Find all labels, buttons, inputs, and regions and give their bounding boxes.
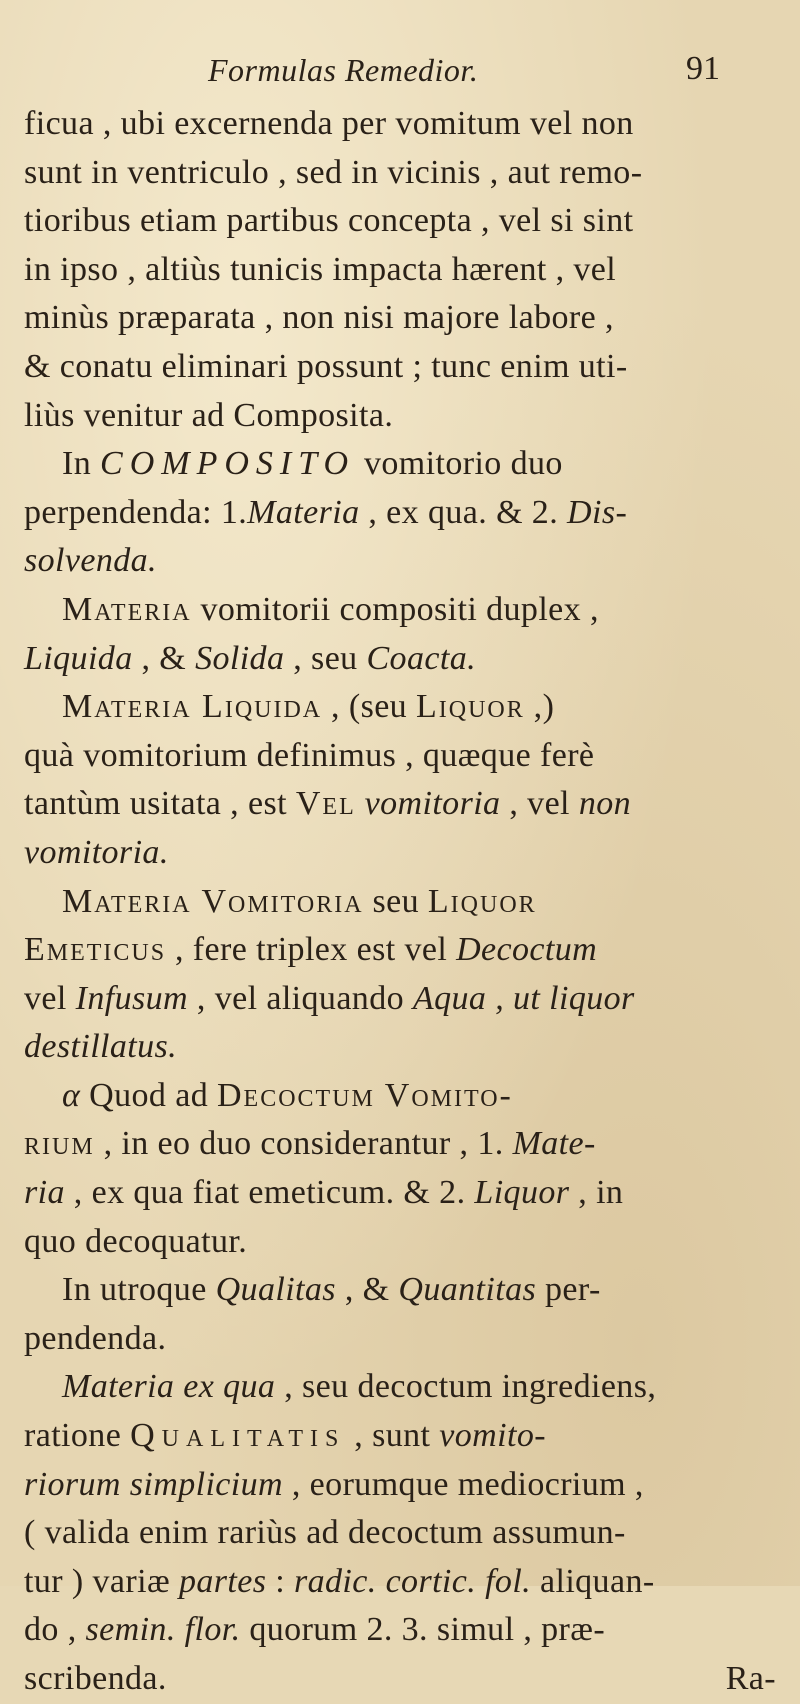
text-segment: seu xyxy=(363,882,428,920)
text-line xyxy=(24,975,784,1024)
text-line xyxy=(24,683,784,732)
text-segment: : xyxy=(266,1562,294,1600)
text-segment: , ex qua. & 2. xyxy=(359,493,568,531)
text-segment: , vel aliquando xyxy=(188,979,413,1017)
text-segment: Materia Liquida xyxy=(62,688,323,726)
text-segment: Liquor xyxy=(416,688,525,726)
text-segment: liùs venitur ad Composita. xyxy=(24,396,394,434)
text-segment: vomitoria. xyxy=(24,833,169,871)
text-segment: rium xyxy=(24,1125,95,1163)
catchword: Ra- xyxy=(725,1660,776,1697)
text-segment: quà vomitorium definimus , quæque ferè xyxy=(24,736,595,774)
text-segment: , vel xyxy=(500,785,579,823)
text-segment: vomitoria xyxy=(364,785,501,823)
text-segment xyxy=(356,785,365,822)
text-segment: Liquida xyxy=(24,639,133,677)
text-segment: , seu decoctum ingrediens, xyxy=(275,1368,657,1406)
text-segment: In xyxy=(62,445,101,483)
text-line xyxy=(24,100,784,149)
text-segment: , in xyxy=(569,1174,624,1212)
text-line xyxy=(24,732,784,781)
text-segment: , eorumque mediocrium , xyxy=(282,1465,644,1503)
text-line xyxy=(24,392,784,441)
text-segment: semin. flor. xyxy=(85,1611,241,1649)
text-line xyxy=(24,149,784,198)
text-segment: Liquor xyxy=(427,882,537,920)
text-segment: do , xyxy=(24,1611,86,1649)
text-segment: per- xyxy=(536,1271,601,1309)
text-segment: Liquor xyxy=(474,1174,570,1212)
text-segment: Materia Vomitoria xyxy=(62,882,364,920)
text-segment: sunt in ventriculo , sed in vicinis , aut remo- xyxy=(24,153,643,191)
text-line xyxy=(24,343,784,392)
text-segment: quorum 2. 3. simul , præ- xyxy=(240,1611,606,1649)
text-segment: Quantitas xyxy=(398,1271,537,1309)
text-segment: Qualitatis xyxy=(130,1417,346,1455)
text-segment: ficua , ubi excernenda per vomitum vel non xyxy=(24,105,634,142)
text-line xyxy=(24,829,784,878)
text-segment: tioribus etiam partibus concepta , vel si sint xyxy=(24,202,634,240)
text-segment: minùs præparata , non nisi majore labore , xyxy=(24,299,614,337)
text-line xyxy=(24,1120,784,1169)
text-line xyxy=(24,1655,784,1704)
text-segment: riorum simplicium xyxy=(24,1465,283,1503)
text-line xyxy=(24,1606,784,1655)
text-segment: Qualitas xyxy=(215,1271,336,1309)
text-segment: scribenda. xyxy=(24,1660,167,1697)
text-segment: , seu xyxy=(284,639,367,677)
text-segment: , & xyxy=(335,1271,399,1309)
text-line xyxy=(24,440,784,489)
text-segment: in ipso , altiùs tunicis impacta hærent , vel xyxy=(24,250,617,288)
text-line xyxy=(24,537,784,586)
text-segment: radic. cortic. fol. xyxy=(294,1562,532,1600)
text-line xyxy=(24,1558,784,1607)
text-segment: Decoctum xyxy=(456,931,598,969)
text-segment: vel xyxy=(24,979,76,1017)
text-segment: ( valida enim rariùs ad decoctum assumun- xyxy=(24,1514,626,1552)
text-line xyxy=(24,1315,784,1364)
text-segment: In utroque xyxy=(62,1271,216,1309)
running-head: Formulas Remedior. xyxy=(208,52,479,88)
text-segment: Materia ex qua xyxy=(62,1368,276,1406)
text-segment: , fere triplex est vel xyxy=(166,931,457,969)
text-line xyxy=(24,780,784,829)
text-segment: Aqua , ut liquor xyxy=(412,979,635,1017)
text-segment: Solida xyxy=(195,639,285,677)
text-line xyxy=(24,586,784,635)
text-segment: , (seu xyxy=(322,688,416,726)
text-line xyxy=(24,246,784,295)
text-segment: , sunt xyxy=(345,1417,440,1455)
text-line xyxy=(24,1266,784,1315)
text-segment: Vel xyxy=(295,785,356,823)
text-line xyxy=(24,294,784,343)
text-segment: ria xyxy=(24,1174,65,1212)
body-text xyxy=(24,100,784,1704)
text-line xyxy=(24,1412,784,1461)
text-segment: vomito- xyxy=(439,1417,546,1455)
text-line xyxy=(24,1363,784,1412)
text-line xyxy=(24,197,784,246)
text-line xyxy=(24,878,784,927)
text-segment: vomitorio duo xyxy=(355,445,563,483)
text-line xyxy=(24,1461,784,1510)
text-segment: & conatu eliminari possunt ; tunc enim uti- xyxy=(24,347,628,385)
text-segment: tur ) variæ xyxy=(24,1562,179,1600)
text-segment: vomitorii compositi duplex , xyxy=(191,590,599,628)
text-segment: Coacta. xyxy=(366,639,476,677)
text-segment: , & xyxy=(132,639,196,677)
text-segment: COMPOSITO xyxy=(100,445,356,483)
text-segment: Materia xyxy=(62,590,192,628)
text-line xyxy=(24,489,784,538)
text-segment: Materia xyxy=(247,493,360,531)
text-segment: tantùm usitata , est xyxy=(24,785,296,823)
text-segment: Decoctum Vomito- xyxy=(217,1076,513,1114)
text-line xyxy=(24,1218,784,1267)
text-segment: Dis- xyxy=(567,493,628,531)
text-segment: destillatus. xyxy=(24,1028,178,1066)
text-segment: Emeticus xyxy=(24,931,167,969)
text-line xyxy=(24,635,784,684)
text-segment: pendenda. xyxy=(24,1319,167,1357)
text-segment: quo decoquatur. xyxy=(24,1222,248,1260)
text-line xyxy=(24,1072,784,1121)
text-segment: Quod ad xyxy=(80,1076,217,1114)
page-number: 91 xyxy=(686,50,720,87)
text-segment: solvenda. xyxy=(24,542,157,580)
text-segment: partes xyxy=(178,1562,267,1600)
text-segment: ,) xyxy=(524,688,555,726)
text-segment: non xyxy=(578,785,632,823)
text-segment: Infusum xyxy=(75,979,188,1017)
text-line xyxy=(24,1509,784,1558)
page-header xyxy=(200,52,720,96)
text-segment: aliquan- xyxy=(531,1562,655,1600)
text-segment: perpendenda: 1. xyxy=(24,493,248,531)
text-segment: Mate- xyxy=(512,1125,596,1163)
text-segment: , ex qua fiat emeticum. & 2. xyxy=(64,1174,475,1212)
text-line xyxy=(24,1169,784,1218)
text-line xyxy=(24,1023,784,1072)
text-segment: α xyxy=(62,1076,81,1114)
text-segment: ratione xyxy=(24,1417,131,1455)
text-segment: , in eo duo considerantur , 1. xyxy=(94,1125,513,1163)
text-line xyxy=(24,926,784,975)
